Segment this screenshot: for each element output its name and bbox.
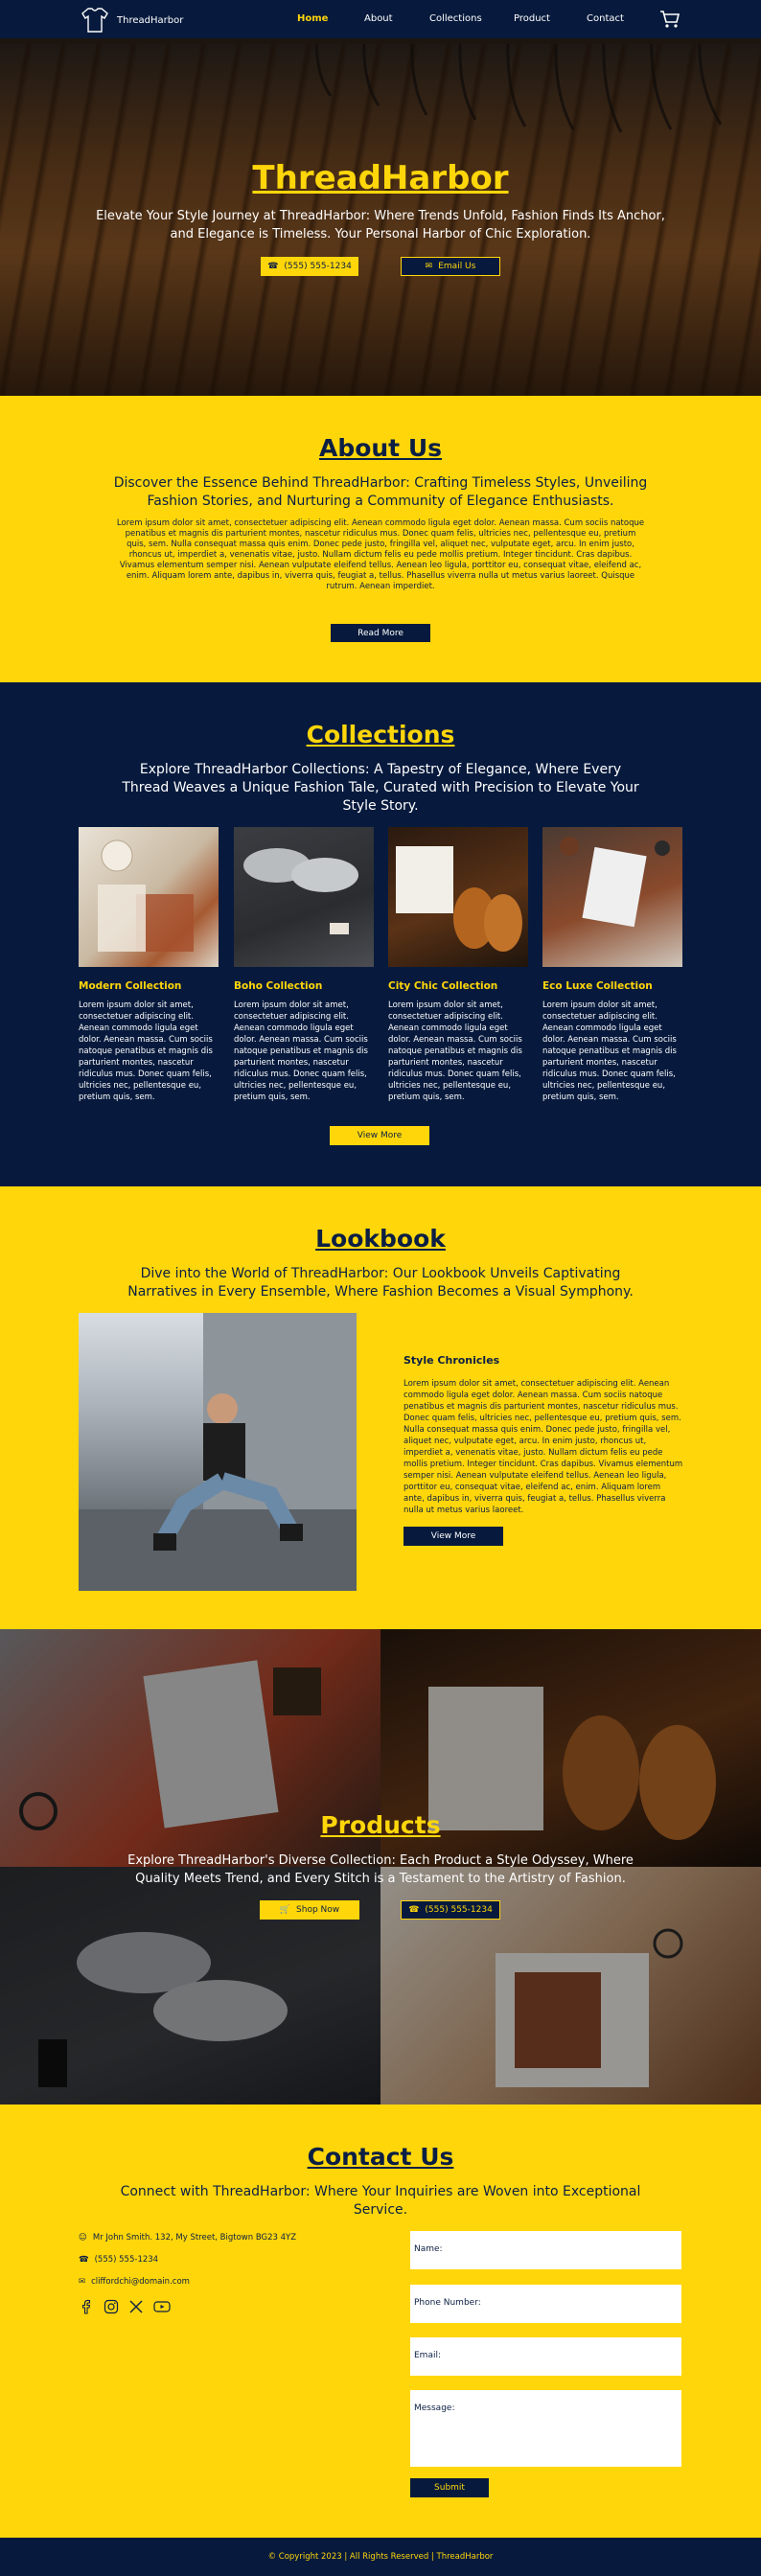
notebook-flatlay-illustration — [542, 827, 682, 967]
nav-product[interactable]: Product — [514, 13, 550, 24]
nav-collections[interactable]: Collections — [429, 13, 482, 24]
collection-title: Boho Collection — [234, 980, 323, 992]
about-title: About Us — [318, 434, 443, 462]
brand-name: ThreadHarbor — [117, 14, 184, 26]
brand[interactable] — [79, 6, 183, 34]
lookbook-view-more-button[interactable]: View More — [404, 1527, 503, 1546]
phone-icon: ☎ — [79, 2255, 89, 2265]
address-text: Mr John Smith. 132, My Street, Bigtown BG23 4YZ — [92, 2233, 297, 2242]
products-title: Products — [320, 1811, 441, 1839]
contact-section — [0, 2104, 761, 2538]
collection-text: Lorem ipsum dolor sit amet, consectetuer adipiscing elit. Aenean commodo ligula eget dolor. Aenean massa. Cum sociis natoque penatibus et magnis dis parturient montes, nascetur ridiculus mus. Donec quam felis, ultricies nec, pellentesque eu, pretium quis, sem. — [388, 1000, 522, 1102]
footer-text: © Copyright 2023 | All Rights Reserved | ThreadHarbor — [267, 2552, 494, 2562]
message-field[interactable] — [410, 2390, 681, 2467]
about-read-more-button[interactable]: Read More — [331, 624, 430, 642]
about-body: Lorem ipsum dolor sit amet, consectetuer adipiscing elit. Aenean commodo ligula eget dolor. Aenean massa. Cum sociis natoque penatibus et magnis dis parturient montes, nascetur ridiculus mus. Donec quam felis, ultricies nec, pellentesque eu, pretium quis, sem. Nulla consequat massa quis enim. Donec pede justo, fringilla vel, aliquet nec, vulputate eget, arcu. In enim justo, rhoncus ut, imperdiet a, venenatis vitae, justo. Nullam dictum felis eu pede mollis pretium. Integer tincidunt. Cras dapibus. Vivamus elementum semper nisi. Aenean vulputate eleifend tellus. Aenean leo ligula, porttitor eu, consequat vitae, eleifend ac, enim. Aliquam lorem ante, dapibus in, viverra quis, feugiat a, tellus. Phasellus viverra nulla ut metus varius laoreet. Quisque rutrum. Aenean imperdiet. — [116, 518, 645, 591]
nav-contact[interactable]: Contact — [587, 13, 624, 24]
collection-card[interactable] — [388, 827, 528, 1103]
about-subtitle: Discover the Essence Behind ThreadHarbor: Crafting Timeless Styles, Unveiling Fashion Stories, and Nurturing a Community of Elegance Enthusiasts. — [113, 475, 648, 509]
social-links — [79, 2299, 171, 2314]
mail-icon: ✉ — [425, 262, 433, 271]
collections-section — [0, 682, 761, 1186]
phone-label: Phone Number: — [414, 2298, 481, 2308]
shop-label: Shop Now — [296, 1905, 340, 1915]
hero-phone-label: (555) 555-1234 — [284, 262, 352, 271]
phone-icon: ☎ — [408, 1905, 420, 1915]
contact-address — [79, 2233, 296, 2242]
youtube-icon[interactable] — [153, 2299, 171, 2314]
mail-icon: ✉ — [79, 2277, 86, 2287]
leather-shoes-illustration — [388, 827, 528, 967]
collection-card[interactable] — [79, 827, 219, 1103]
contact-email[interactable] — [79, 2277, 190, 2287]
cart-icon: 🛒 — [279, 1905, 291, 1915]
phone-text: (555) 555-1234 — [94, 2255, 159, 2265]
clothes-flatlay-illustration — [79, 827, 219, 967]
name-field[interactable] — [410, 2231, 681, 2269]
about-section — [0, 396, 761, 682]
collection-title: City Chic Collection — [388, 980, 498, 992]
collection-card[interactable] — [234, 827, 374, 1103]
products-phone-button[interactable] — [401, 1900, 500, 1920]
collections-view-more-button[interactable]: View More — [330, 1126, 429, 1145]
products-shop-button[interactable] — [260, 1900, 359, 1920]
hanger-hooks-illustration — [0, 38, 761, 230]
hero-email-button[interactable] — [401, 257, 500, 276]
contact-subtitle: Connect with ThreadHarbor: Where Your Inquiries are Woven into Exceptional Service. — [120, 2184, 641, 2218]
lookbook-section — [0, 1186, 761, 1629]
collections-title: Collections — [306, 721, 455, 748]
x-twitter-icon[interactable] — [128, 2299, 144, 2314]
email-text: cliffordchi@domain.com — [91, 2277, 190, 2287]
hero-section — [0, 38, 761, 396]
collection-image-modern — [79, 827, 219, 967]
lookbook-body: Lorem ipsum dolor sit amet, consectetuer adipiscing elit. Aenean commodo ligula eget dolor. Aenean massa. Cum sociis natoque penatibus et magnis dis parturient montes, nascetur ridiculus mus. Donec quam felis, ultricies nec, pellentesque eu, pretium quis, sem. Nulla consequat massa quis enim. Donec pede justo, fringilla vel, aliquet nec, vulputate eget, arcu. In enim justo, rhoncus ut, imperdiet a, venenatis vitae, justo. Nullam dictum felis eu pede mollis pretium. Integer tincidunt. Cras dapibus. Vivamus elementum semper nisi. Aenean vulputate eleifend tellus. Aenean leo ligula, porttitor eu, consequat vitae, eleifend ac, enim. Aliquam lorem ante, dapibus in, viverra quis, feugiat a, tellus. Phasellus viverra nulla ut metus varius laoreet. — [404, 1379, 683, 1515]
collection-image-eco-luxe — [542, 827, 682, 967]
email-label: Email: — [414, 2351, 442, 2360]
message-label: Message: — [414, 2404, 455, 2413]
cart-icon[interactable] — [659, 10, 680, 29]
collection-card[interactable] — [542, 827, 682, 1103]
collections-subtitle: Explore ThreadHarbor Collections: A Tapestry of Elegance, Where Every Thread Weaves a Unique Fashion Tale, Curated with Precision to Elevate Your Style Story. — [122, 762, 639, 814]
hero-title: ThreadHarbor — [252, 159, 509, 197]
collection-text: Lorem ipsum dolor sit amet, consectetuer adipiscing elit. Aenean commodo ligula eget dolor. Aenean massa. Cum sociis natoque penatibus et magnis dis parturient montes, nascetur ridiculus mus. Donec quam felis, ultricies nec, pellentesque eu, pretium quis, sem. — [542, 1000, 677, 1102]
hero-email-label: Email Us — [438, 262, 476, 271]
phone-icon: ☎ — [267, 262, 279, 271]
email-field[interactable] — [410, 2337, 681, 2376]
lookbook-title: Lookbook — [315, 1225, 446, 1253]
footer — [0, 2538, 761, 2576]
tshirt-icon — [79, 6, 111, 34]
collection-title: Modern Collection — [79, 980, 182, 992]
nav-about[interactable]: About — [364, 13, 393, 24]
collection-image-boho — [234, 827, 374, 967]
name-label: Name: — [414, 2244, 443, 2254]
nav-home[interactable]: Home — [297, 13, 329, 24]
products-subtitle: Explore ThreadHarbor's Diverse Collection: Each Product a Style Odyssey, Where Quality Meets Trend, and Every Stitch is a Testament to the Artistry of Fashion. — [127, 1853, 634, 1886]
contact-phone[interactable] — [79, 2255, 158, 2265]
collection-text: Lorem ipsum dolor sit amet, consectetuer adipiscing elit. Aenean commodo ligula eget dolor. Aenean massa. Cum sociis natoque penatibus et magnis dis parturient montes, nascetur ridiculus mus. Donec quam felis, ultricies nec, pellentesque eu, pretium quis, sem. — [234, 1000, 368, 1102]
contact-title: Contact Us — [307, 2143, 454, 2171]
navbar — [0, 0, 761, 38]
collection-text: Lorem ipsum dolor sit amet, consectetuer adipiscing elit. Aenean commodo ligula eget dolor. Aenean massa. Cum sociis natoque penatibus et magnis dis parturient montes, nascetur ridiculus mus. Donec quam felis, ultricies nec, pellentesque eu, pretium quis, sem. — [79, 1000, 213, 1102]
products-section — [0, 1629, 761, 2104]
lookbook-image — [79, 1313, 357, 1591]
lookbook-heading: Style Chronicles — [404, 1354, 500, 1367]
hero-phone-button[interactable] — [261, 257, 358, 276]
hero-subtitle: Elevate Your Style Journey at ThreadHarbor: Where Trends Unfold, Fashion Finds Its Anchor, and Elegance is Timeless. Your Personal Harbor of Chic Exploration. — [96, 209, 665, 242]
phone-field[interactable] — [410, 2285, 681, 2323]
shoes-illustration — [234, 827, 374, 967]
collection-title: Eco Luxe Collection — [542, 980, 653, 992]
user-icon: ☺ — [79, 2233, 87, 2242]
submit-button[interactable]: Submit — [410, 2478, 489, 2497]
lookbook-subtitle: Dive into the World of ThreadHarbor: Our Lookbook Unveils Captivating Narratives in Every Ensemble, Where Fashion Becomes a Visual Symphony. — [127, 1266, 634, 1300]
instagram-icon[interactable] — [104, 2299, 119, 2314]
woman-sitting-illustration — [79, 1313, 357, 1591]
products-phone-label: (555) 555-1234 — [425, 1905, 493, 1915]
collection-image-city-chic — [388, 827, 528, 967]
facebook-icon[interactable] — [79, 2299, 94, 2314]
